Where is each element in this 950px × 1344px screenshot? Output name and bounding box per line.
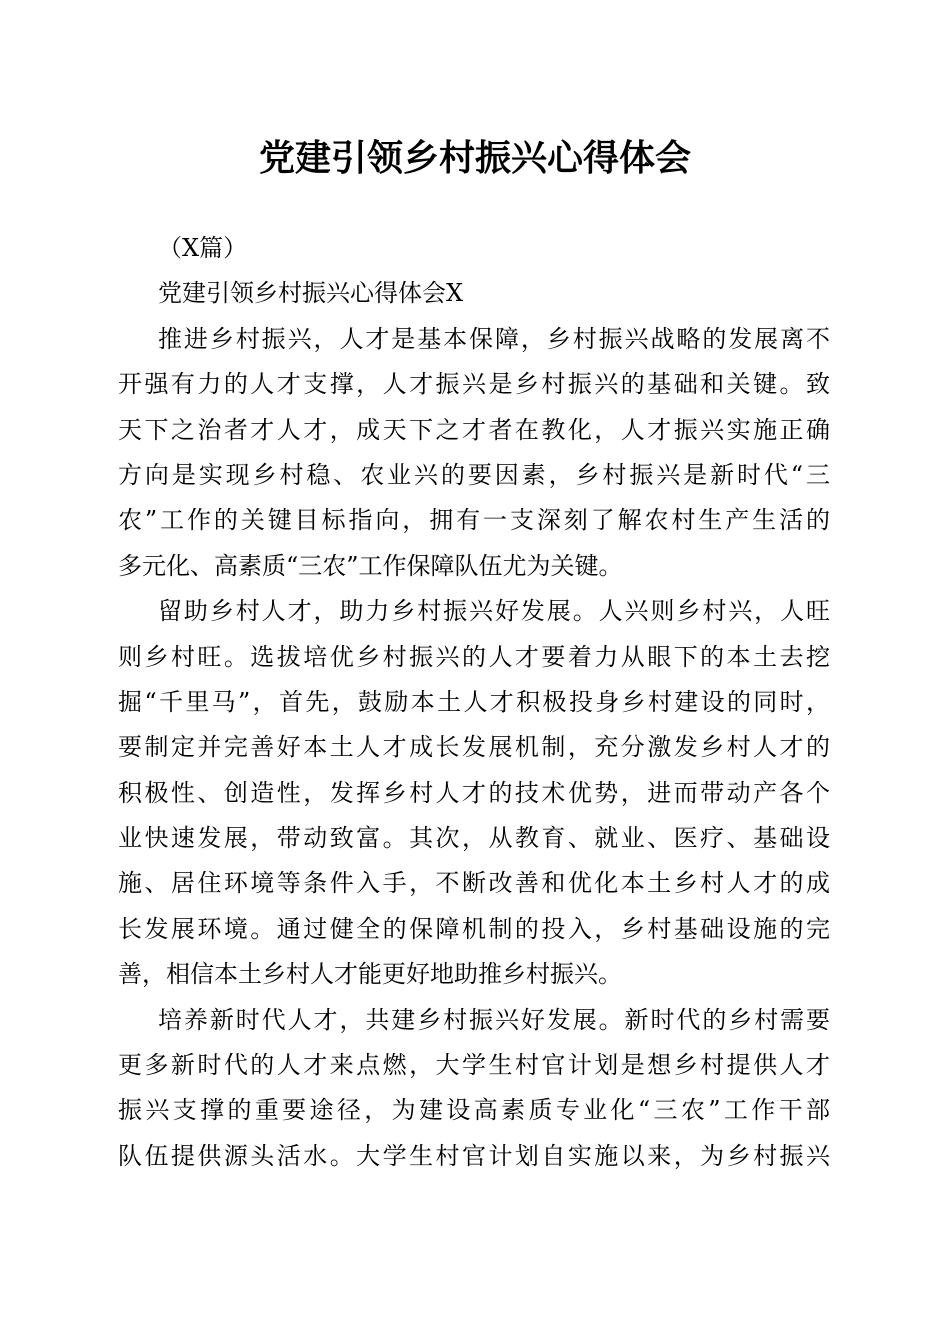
paragraph-1-line-2: 开强有力的人才支撑，人才振兴是乡村振兴的基础和关键。致 bbox=[118, 370, 830, 399]
paragraph-2-line-5: 积极性、创造性，发挥乡村人才的技术优势，进而带动产各个 bbox=[118, 778, 830, 807]
paragraph-2-line-7: 施、居住环境等条件入手，不断改善和优化本土乡村人才的成 bbox=[118, 869, 830, 898]
paragraph-1-line-3: 天下之治者才人才，成天下之才者在教化，人才振兴实施正确 bbox=[118, 415, 830, 444]
document-title: 党建引领乡村振兴心得体会 bbox=[258, 137, 691, 179]
paragraph-1-line-1: 推进乡村振兴，人才是基本保障，乡村振兴战略的发展离不 bbox=[158, 324, 830, 353]
paragraph-2-line-4: 要制定并完善好本土人才成长发展机制，充分激发乡村人才的 bbox=[118, 733, 830, 762]
paragraph-3-line-3: 振兴支撑的重要途径，为建设高素质专业化“三农”工作干部 bbox=[118, 1096, 830, 1125]
paragraph-2-line-2: 则乡村旺。选拔培优乡村振兴的人才要着力从眼下的本土去挖 bbox=[118, 642, 830, 671]
paragraph-3-line-4: 队伍提供源头活水。大学生村官计划自实施以来，为乡村振兴 bbox=[118, 1141, 830, 1170]
paragraph-2-line-1: 留助乡村人才，助力乡村振兴好发展。人兴则乡村兴，人旺 bbox=[158, 597, 830, 626]
paragraph-1-line-6: 多元化、高素质“三农”工作保障队伍尤为关键。 bbox=[118, 551, 623, 580]
section-heading: 党建引领乡村振兴心得体会X bbox=[158, 279, 464, 308]
section-count: （X篇） bbox=[158, 234, 248, 262]
paragraph-2-line-6: 业快速发展，带动致富。其次，从教育、就业、医疗、基础设 bbox=[118, 824, 830, 853]
paragraph-2-line-3: 掘“千里马”，首先，鼓励本土人才积极投身乡村建设的同时， bbox=[118, 687, 830, 716]
paragraph-3-line-2: 更多新时代的人才来点燃，大学生村官计划是想乡村提供人才 bbox=[118, 1051, 830, 1080]
paragraph-1-line-5: 农”工作的关键目标指向，拥有一支深刻了解农村生产生活的 bbox=[118, 506, 830, 535]
paragraph-2-line-9: 善，相信本土乡村人才能更好地助推乡村振兴。 bbox=[118, 960, 622, 989]
document-body bbox=[118, 226, 830, 1179]
paragraph-2-line-8: 长发展环境。通过健全的保障机制的投入，乡村基础设施的完 bbox=[118, 914, 830, 943]
paragraph-1-line-4: 方向是实现乡村稳、农业兴的要因素，乡村振兴是新时代“三 bbox=[118, 460, 830, 489]
paragraph-3-line-1: 培养新时代人才，共建乡村振兴好发展。新时代的乡村需要 bbox=[158, 1005, 830, 1034]
